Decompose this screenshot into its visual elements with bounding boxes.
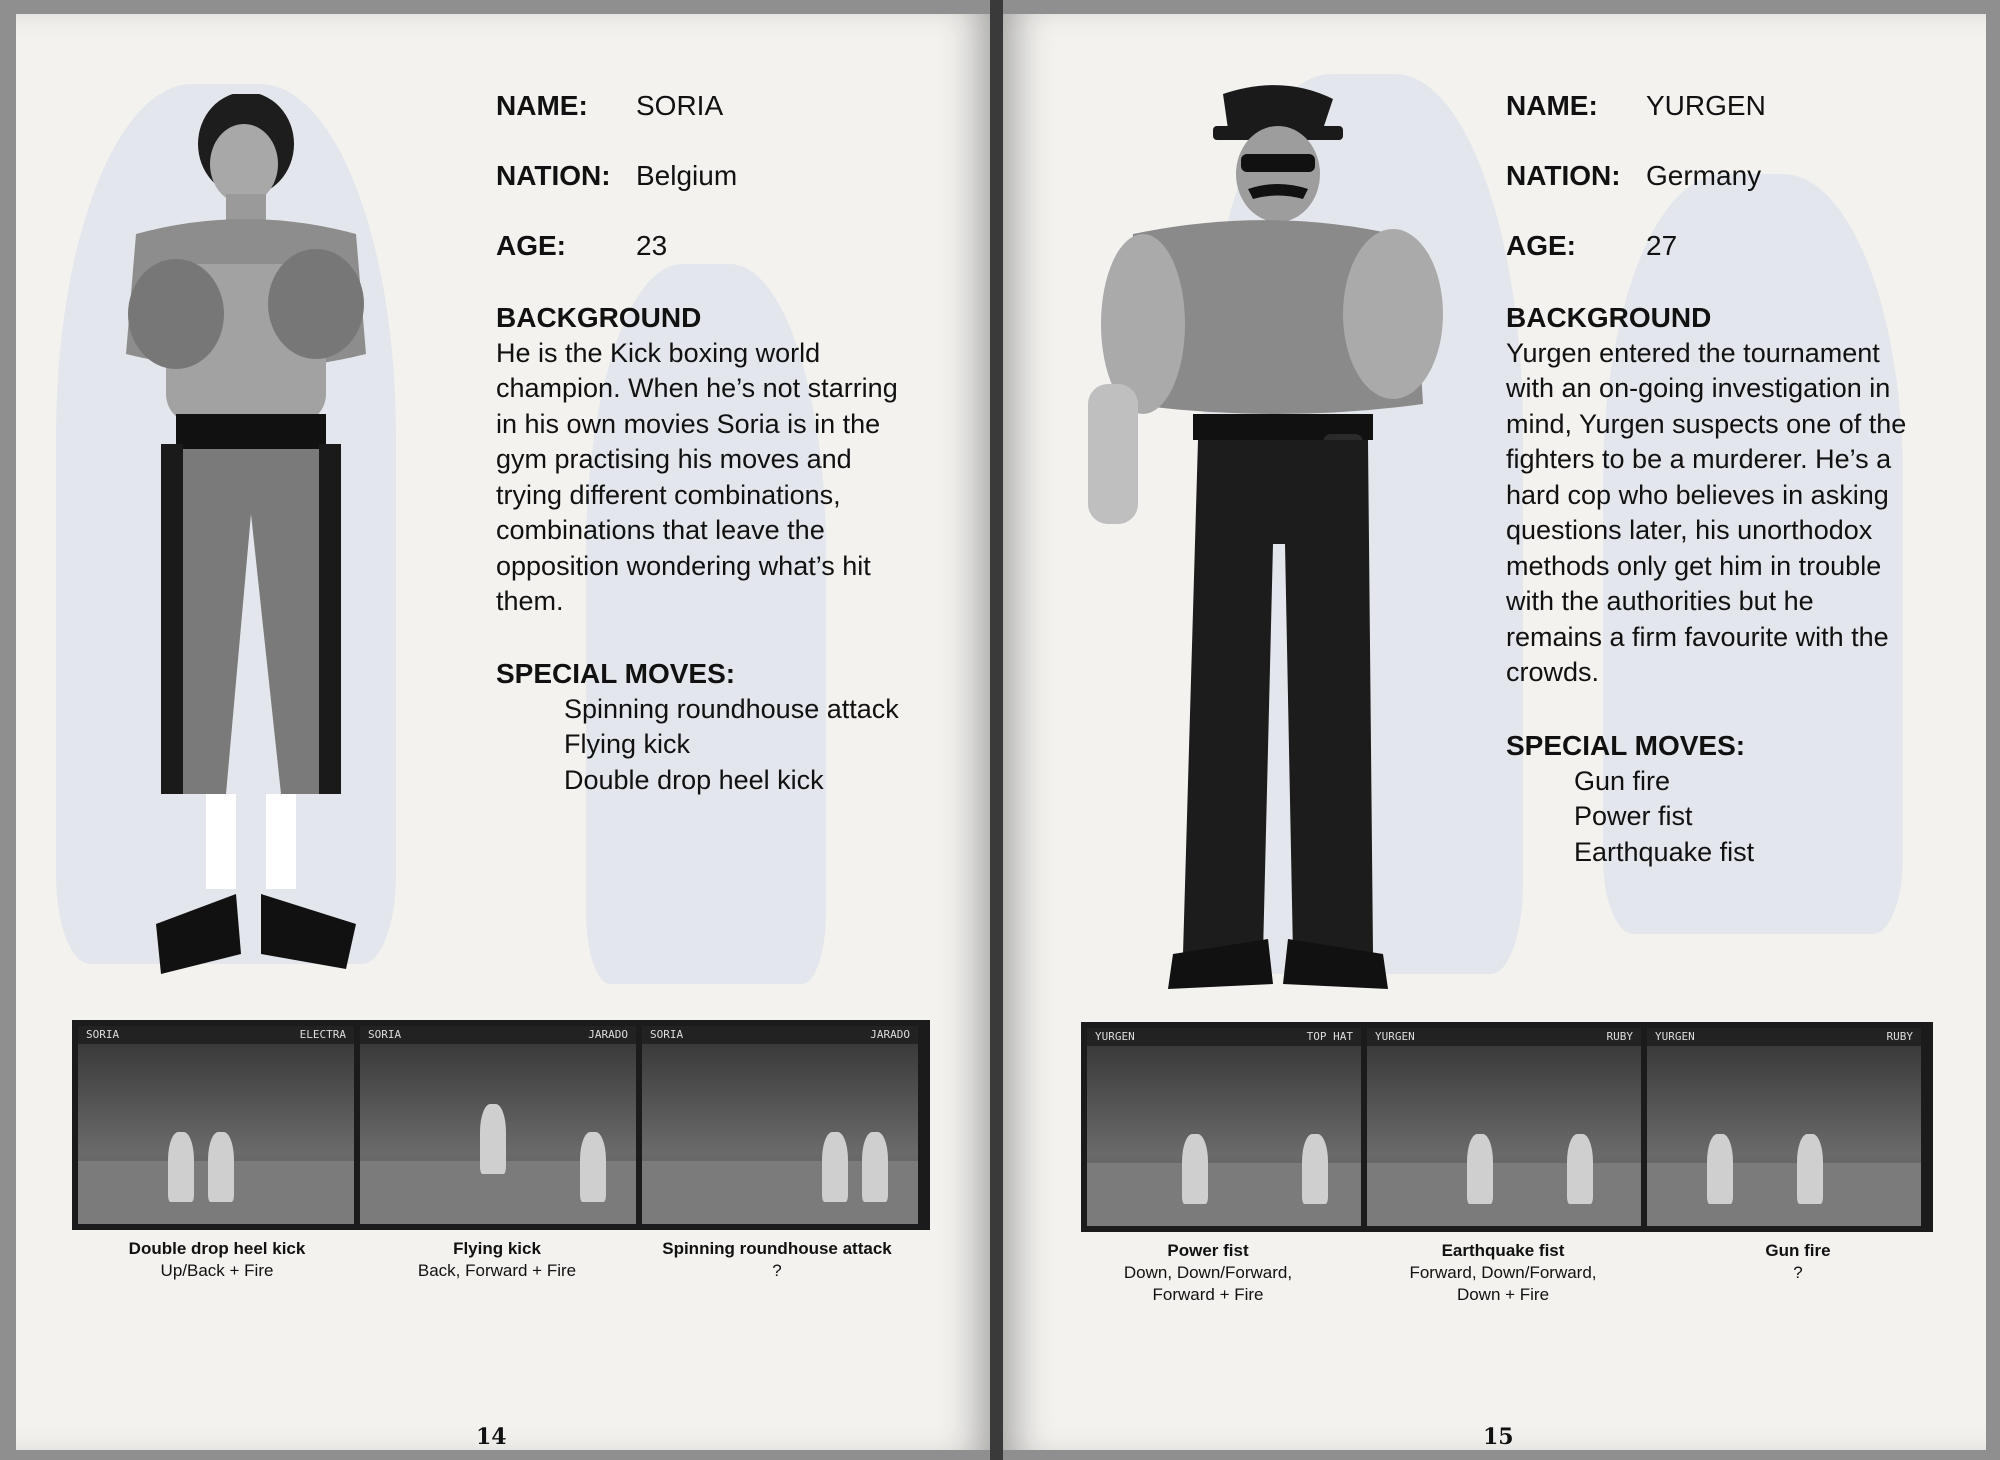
background-line: fighters to be a murderer. He’s a — [1506, 444, 1892, 474]
background-line: crowds. — [1506, 657, 1600, 687]
background-line: combinations that leave the — [496, 515, 825, 545]
age-label: AGE: — [1506, 230, 1576, 261]
background-line: with an on-going investigation in — [1506, 373, 1891, 403]
name-label: NAME: — [1506, 90, 1598, 121]
move-caption-title: Earthquake fist — [1441, 1241, 1565, 1260]
age-label: AGE: — [496, 230, 566, 261]
background-line: remains a firm favourite with the — [1506, 621, 1889, 652]
move-caption — [632, 1238, 922, 1282]
right-page — [1003, 14, 1986, 1450]
move-caption-title: Flying kick — [453, 1239, 541, 1258]
age-field — [1506, 230, 1677, 262]
move-caption — [1358, 1240, 1648, 1306]
special-move-item: Gun fire — [1574, 765, 1671, 796]
player2-name: JARADO — [588, 1028, 628, 1041]
background-line: them. — [496, 586, 564, 616]
game-screenshot — [642, 1026, 918, 1224]
player2-name: RUBY — [1886, 1030, 1913, 1043]
age-value: 27 — [1646, 230, 1678, 261]
background-heading: BACKGROUND — [1506, 302, 1712, 333]
book-spine — [990, 0, 1003, 1460]
background-line: in his own movies Soria is in the — [496, 408, 881, 439]
age-field — [496, 230, 667, 262]
special-move-item: Flying kick — [564, 729, 691, 759]
screenshot-strip — [72, 1020, 930, 1230]
background-section — [1506, 300, 1966, 691]
nation-field — [496, 160, 737, 192]
page-number: 15 — [1483, 1424, 1514, 1450]
name-field — [1506, 90, 1766, 122]
special-move-item: Power fist — [1574, 801, 1693, 831]
player1-name: SORIA — [650, 1028, 684, 1041]
move-caption — [72, 1238, 362, 1282]
game-screenshot — [1647, 1028, 1921, 1226]
move-caption-input: Down + Fire — [1456, 1285, 1550, 1304]
background-line: trying different combinations, — [496, 479, 841, 510]
background-line: with the authorities but he — [1506, 586, 1814, 616]
background-line: champion. When he’s not starring — [496, 373, 898, 403]
move-caption — [352, 1238, 642, 1282]
player1-name: YURGEN — [1655, 1030, 1695, 1043]
background-line: questions later, his unorthodox — [1506, 515, 1873, 545]
game-screenshot — [78, 1026, 354, 1224]
move-caption-title: Gun fire — [1765, 1241, 1831, 1260]
name-value: SORIA — [636, 90, 724, 121]
name-field — [496, 90, 723, 122]
move-caption-input: Up/Back + Fire — [160, 1261, 274, 1280]
nation-field — [1506, 160, 1761, 192]
background-line: gym practising his moves and — [496, 444, 852, 474]
move-caption — [1663, 1240, 1933, 1284]
move-caption-input: ? — [772, 1261, 782, 1280]
player2-name: RUBY — [1606, 1030, 1633, 1043]
move-caption-title: Power fist — [1167, 1241, 1249, 1260]
special-move-item: Double drop heel kick — [564, 764, 824, 795]
player1-name: SORIA — [368, 1028, 402, 1041]
player1-name: YURGEN — [1095, 1030, 1135, 1043]
move-caption-input: Back, Forward + Fire — [417, 1261, 577, 1280]
page-number: 14 — [476, 1424, 507, 1450]
move-caption-input: Down, Down/Forward, — [1123, 1263, 1293, 1282]
background-line: He is the Kick boxing world — [496, 337, 821, 368]
player1-name: SORIA — [86, 1028, 120, 1041]
move-caption-input: Forward + Fire — [1152, 1285, 1264, 1304]
screenshot-strip — [1081, 1022, 1933, 1232]
special-moves-heading: SPECIAL MOVES: — [1506, 730, 1746, 761]
background-line: methods only get him in trouble — [1506, 550, 1882, 581]
special-moves-heading: SPECIAL MOVES: — [496, 658, 736, 689]
game-screenshot — [360, 1026, 636, 1224]
player2-name: JARADO — [870, 1028, 910, 1041]
player1-name: YURGEN — [1375, 1030, 1415, 1043]
move-caption-title: Double drop heel kick — [128, 1239, 306, 1258]
move-caption-title: Spinning roundhouse attack — [662, 1239, 892, 1258]
special-moves-section — [1506, 728, 1946, 870]
special-moves-section — [496, 656, 966, 798]
background-line: Yurgen entered the tournament — [1506, 337, 1880, 368]
move-caption — [1073, 1240, 1343, 1306]
background-line: opposition wondering what’s hit — [496, 550, 871, 581]
nation-value: Belgium — [636, 160, 738, 191]
left-page — [16, 14, 990, 1450]
nation-label: NATION: — [496, 160, 611, 191]
name-label: NAME: — [496, 90, 588, 121]
player2-name: TOP HAT — [1306, 1030, 1353, 1043]
nation-label: NATION: — [1506, 160, 1621, 191]
special-move-item: Spinning roundhouse attack — [564, 693, 899, 724]
soria-character-illustration — [66, 94, 406, 1014]
special-move-item: Earthquake fist — [1574, 836, 1755, 867]
player2-name: ELECTRA — [299, 1028, 346, 1041]
move-caption-input: Forward, Down/Forward, — [1409, 1263, 1597, 1282]
game-screenshot — [1367, 1028, 1641, 1226]
yurgen-character-illustration — [1073, 74, 1453, 1014]
background-line: mind, Yurgen suspects one of the — [1506, 408, 1907, 439]
game-screenshot — [1087, 1028, 1361, 1226]
background-section — [496, 300, 956, 620]
move-caption-input: ? — [1793, 1263, 1803, 1282]
background-line: hard cop who believes in asking — [1506, 479, 1889, 510]
nation-value: Germany — [1646, 160, 1762, 191]
age-value: 23 — [636, 230, 668, 261]
name-value: YURGEN — [1646, 90, 1766, 121]
background-heading: BACKGROUND — [496, 302, 702, 333]
